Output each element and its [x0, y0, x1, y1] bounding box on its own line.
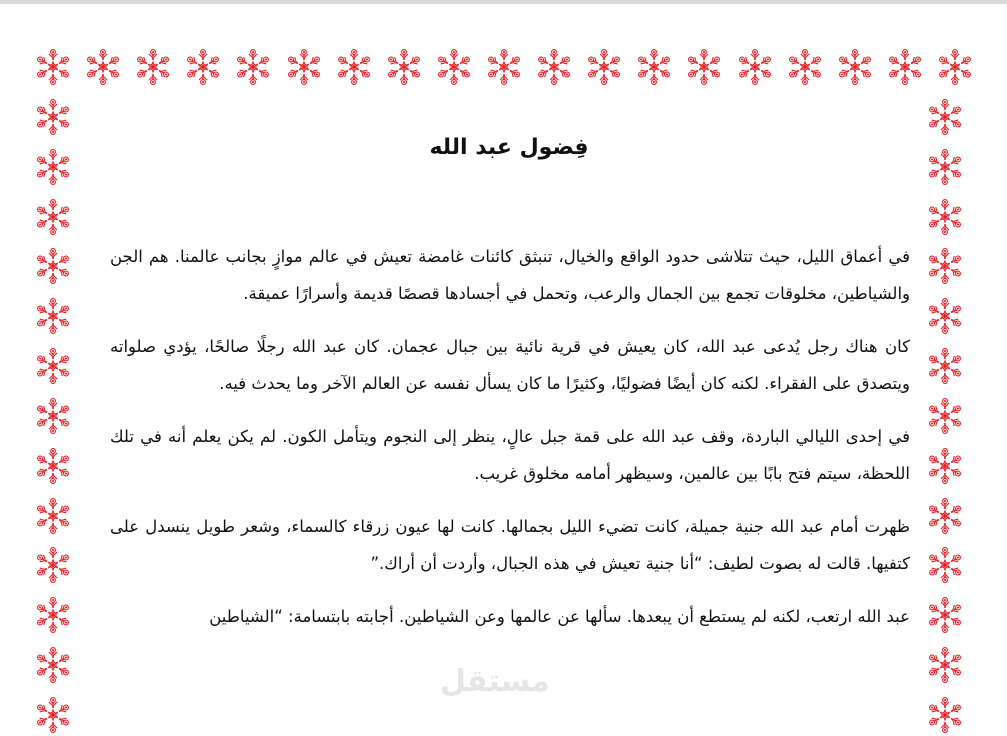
snowflake-ornament-icon [381, 46, 427, 88]
snowflake-ornament-icon [30, 495, 76, 537]
ornament-border-top [30, 46, 978, 88]
snowflake-ornament-icon [922, 295, 968, 337]
snowflake-ornament-icon [782, 46, 828, 88]
snowflake-ornament-icon [30, 544, 76, 586]
paragraph-1: في أعماق الليل، حيث تتلاشى حدود الواقع والخيال، تنبثق كائنات غامضة تعيش في عالم موازٍ بجانب عالمنا. هم الجن والشياطين، مخلوقات تجمع بين الجمال والرعب، وتحمل في أجسادها قصصًا قديمة وأسرارًا عميقة. [110, 247, 910, 303]
snowflake-ornament-icon [531, 46, 577, 88]
snowflake-ornament-icon [922, 395, 968, 437]
snowflake-ornament-icon [30, 96, 76, 138]
snowflake-ornament-icon [331, 46, 377, 88]
document-body [110, 238, 910, 651]
snowflake-ornament-icon [922, 495, 968, 537]
paragraph-4: ظهرت أمام عبد الله جنية جميلة، كانت تضيء الليل بجمالها. كانت لها عيون زرقاء كالسماء، وشعر طويل ينسدل على كتفيها. قالت له بصوت لطيف: “أنا جنية تعيش في هذه الجبال، وأردت أن أراك.” [110, 517, 910, 573]
snowflake-ornament-icon [631, 46, 677, 88]
snowflake-ornament-icon [431, 46, 477, 88]
snowflake-ornament-icon [30, 196, 76, 238]
snowflake-ornament-icon [681, 46, 727, 88]
paragraph-2: كان هناك رجل يُدعى عبد الله، كان يعيش في قرية نائية بين جبال عجمان. كان عبد الله رجلًا صالحًا، يؤدي صلواته ويتصدق على الفقراء. لكنه كان أيضًا فضوليًا، وكثيرًا ما كان يسأل نفسه عن العالم الآخر وما يحدث فيه. [110, 337, 910, 393]
snowflake-ornament-icon [922, 146, 968, 188]
snowflake-ornament-icon [30, 395, 76, 437]
snowflake-ornament-icon [30, 594, 76, 636]
snowflake-ornament-icon [922, 196, 968, 238]
snowflake-ornament-icon [30, 445, 76, 487]
snowflake-ornament-icon [230, 46, 276, 88]
snowflake-ornament-icon [922, 694, 968, 736]
snowflake-ornament-icon [130, 46, 176, 88]
watermark-logo: مستقل [440, 664, 550, 699]
snowflake-ornament-icon [80, 46, 126, 88]
snowflake-ornament-icon [882, 46, 928, 88]
snowflake-ornament-icon [581, 46, 627, 88]
snowflake-ornament-icon [732, 46, 778, 88]
snowflake-ornament-icon [30, 295, 76, 337]
snowflake-ornament-icon [922, 644, 968, 686]
snowflake-ornament-icon [922, 345, 968, 387]
snowflake-ornament-icon [481, 46, 527, 88]
snowflake-ornament-icon [30, 245, 76, 287]
page-top-edge [0, 0, 1007, 4]
snowflake-ornament-icon [30, 694, 76, 736]
snowflake-ornament-icon [30, 146, 76, 188]
snowflake-ornament-icon [922, 445, 968, 487]
snowflake-ornament-icon [922, 96, 968, 138]
snowflake-ornament-icon [30, 345, 76, 387]
snowflake-ornament-icon [30, 46, 76, 88]
document-title: فِضول عبد الله [429, 135, 589, 160]
snowflake-ornament-icon [281, 46, 327, 88]
ornament-border-right [922, 96, 968, 736]
ornament-border-left [30, 96, 76, 736]
paragraph-5: عبد الله ارتعب، لكنه لم يستطع أن يبعدها. سألها عن عالمها وعن الشياطين. أجابته بابتسامة: “الشياطين [209, 607, 910, 626]
snowflake-ornament-icon [922, 245, 968, 287]
snowflake-ornament-icon [30, 644, 76, 686]
snowflake-ornament-icon [832, 46, 878, 88]
snowflake-ornament-icon [922, 594, 968, 636]
snowflake-ornament-icon [932, 46, 978, 88]
snowflake-ornament-icon [922, 544, 968, 586]
snowflake-ornament-icon [180, 46, 226, 88]
paragraph-3: في إحدى الليالي الباردة، وقف عبد الله على قمة جبل عالٍ، ينظر إلى النجوم ويتأمل الكون. لم يكن يعلم أنه في تلك اللحظة، سيتم فتح بابًا بين عالمين، وسيظهر أمامه مخلوق غريب. [110, 427, 910, 483]
